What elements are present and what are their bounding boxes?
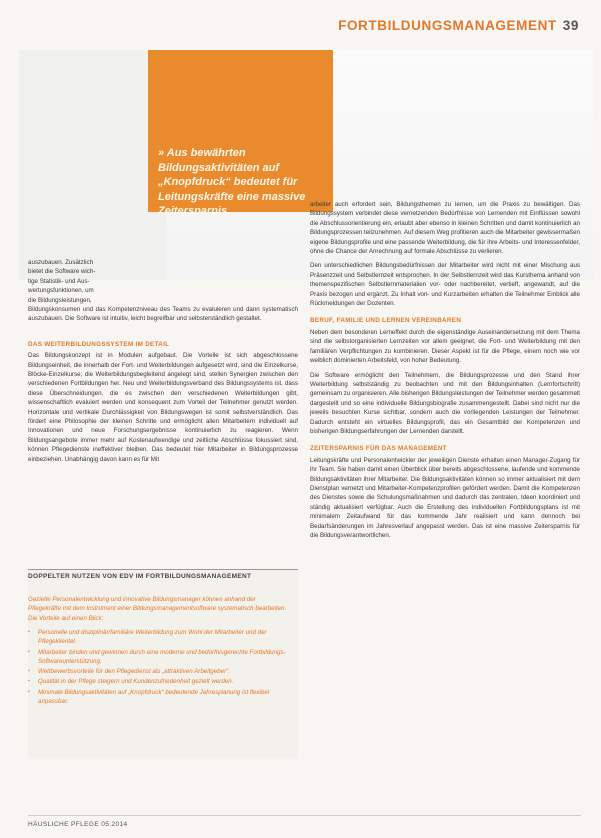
- section-title: FORTBILDUNGSMANAGEMENT: [338, 18, 557, 33]
- left-column-intro-cont: [28, 305, 298, 464]
- left-heading: DAS WEITERBILDUNGSSYSTEM IM DETAIL: [28, 340, 170, 348]
- info-box-title: DOPPELTER NUTZEN VON EDV IM FORTBILDUNGSMANAGEMENT: [28, 573, 252, 580]
- page-footer: HÄUSLICHE PFLEGE 05.2014: [28, 821, 128, 828]
- text-line: auszubauen. Zusätzlich: [28, 259, 94, 266]
- text-paragraph: arbeiter auch erfordert sein, Bildungsthemen zu lernen, um die Praxis zu bewältigen. Das Bildungssystem verbindet diese vernetzenden Bedürfnisse von Lernenden mit Einflüssen sowohl die Abschlussorientierung ein, erlaubt aber ebenso in kleinen Schritten und damit kontinuierlich an Bildungsprozessen teilzunehmen. Auf diesem Weg profitieren auch die Mitarbeiter gewissermaßen eigene Bildungsprofile und eine passende Weiterbildung, die für ihre Arbeits- und Interessenfelder, ohne die Chance der Anrechnung auf formale Abschlüsse zu verlieren.: [310, 201, 580, 256]
- page-header: [338, 18, 579, 33]
- text-line: tige Statistik- und Aus-: [28, 277, 90, 285]
- list-item: ▪ Personelle und disziplinär/familiäre Weiterbildung zum Wohl der Mitarbeiter und der Pflegeklientel.: [28, 628, 290, 647]
- pull-quote: » Aus bewährten Bildungsaktivitäten auf „Knopfdruck“ bedeutet für Leitungskräfte eine massive Zeitersparnis.: [158, 147, 306, 217]
- info-box-intro: Gezielte Personalentwicklung und innovative Bildungsmanager können anhand der Pflegekräfte mit dem Instrument einer Bildungsmanagementsoftware systematisch bearbeiten. Die Vorteile auf einen Blick:: [28, 596, 287, 622]
- text-paragraph: Das Bildungskonzept ist in Modulen aufgebaut. Die Vorteile ist sich abgeschlossene Bildungseinheit, die innerhalb der Fort- und Weiterbildungen aufgesetzt wird, sind die Einzelkurse, Blöcke-Einzelkurse; die Weiterbildungsbegleitend angelegt sind, stellen Synergien zwischen den verschiedenen Fortbildungen her. Neu und Weiterbildungsverband des Bildungssystems ist, dass diese Überschneidungen, die es zwischen den verschiedenen Weiterbildungen gibt, wissenschaftlich evaluiert werden und konsequent zum Vorteil der Teilnehmer genutzt werden. Horizontale und vertikale Durchlässigkeit von Bildungswegen ist somit selbstverständlich. Das fördert eine Philosophie der kleinen Schritte und ermöglicht allen Mitarbeitern individuell auf Innovationen und neue Forschungsergebnisse kontinuierlich zu reagieren. Wenn Bildungsangebote immer mehr auf Kostenaufwendige und zeitliche Abschlüsse fokussiert sind, können Pflegedienste ineffektiver bleiben. Das bedeutet hier Mitarbeiter in Bildungsprozesse einbeziehen. Unabhängig davon kann es für Mit: [28, 352, 298, 463]
- right-heading-1: BERUF, FAMILIE UND LERNEN VEREINBAREN: [310, 317, 462, 325]
- right-heading-2: ZEITERSPARNIS FÜR DAS MANAGEMENT: [310, 445, 447, 453]
- list-item: ▪ Minimale Bildungsaktivitäten auf „Knopfdruck“ bedeutende Jahresplanung ist flexibel anpassbar.: [28, 688, 290, 707]
- text-paragraph: Den unterschiedlichen Bildungsbedürfnissen der Mitarbeiter wird nicht mit einer Mischung aus Präsenzzeit und Selbstlernzeit entsprochen. In der Selbstlernzeit wird das Kursthema anhand von themenspezifischen Selbstlernmaterialien vor- oder nachbereitet, vertieft, angewandt, auf die Praxis bezogen und ergänzt. Zu Inhalt von- und Kurzarbeiten erhalten die Teilnehmer Einblick alle Rückmeldungen der Dozenten.: [310, 262, 580, 308]
- left-column-intro: [28, 258, 152, 305]
- text-line: bietet die Software wich-: [28, 268, 96, 276]
- text-paragraph: Neben dem besonderen Lerneffekt durch die eigenständige Auseinandersetzung mit dem Thema sind die selbstorganisierten Lernzeiten vor allem geeignet, die Fort- und Weiterbildung mit den familiären Verpflichtungen zu kombinieren. Dieser Aspekt ist für die Pflege, einem noch wie vor weiblich dominierten Arbeitsfeld, von hoher Bedeutung.: [310, 328, 580, 365]
- list-item: ▪ Qualität in der Pflege steigern und Kundenzufriedenheit gezielt werden.: [28, 677, 290, 686]
- footer-divider: [28, 815, 581, 816]
- text-paragraph: Die Software ermöglicht den Teilnehmern, die Bildungsprozesse und den Stand ihrer Weiterbildung selbstständig zu beobachten und mit den Bildungsinhalten (Lernfortschritt) gemeinsam zu organisieren. Alle bisherigen Bildungsleistungen der Teilnehmer werden gesammelt dargestellt und so eine individuelle Bildungsbiografie zusammengestellt. Dabei sind nicht nur die jeweils besuchten Kurse sichtbar, sondern auch die vorliegenden Leistungen der Teilnehmer. Dadurch entsteht ein virtuelles Bildungsprofil, das ein Gesamtbild der Kompetenzen und bisherigen Bildungserfahrungen der Lernenden darstellt.: [310, 371, 580, 435]
- right-column: [310, 200, 580, 540]
- list-item: ▪ Mitarbeiter binden und gewinnen durch eine moderne und bedürfnisgerechte Fortbildungs-Softwareunterstützung.: [28, 648, 290, 667]
- page-number: 39: [562, 18, 579, 33]
- text-line: die Bildungsleistungen,: [28, 296, 92, 304]
- text-line: wertungsfunktionen, um: [28, 287, 94, 295]
- text-paragraph: Leitungskräfte und Personalentwickler der jeweiligen Dienste erhalten einen Manager-Zugang für ihr Team. Sie haben damit einen Überblick über bereits abgeschlossene, laufende und kommende Bildungsaktivitäten ihrer Mitarbeiter. Die Bildungsaktivitäten können so immer aktualisiert mit dem Dienstplan vernetzt und Mitarbeiter-Kompetenzprofilen gefördert werden. Damit die Kompetenzen des Dienstes sowie die Schulungsmaßnahmen und dadurch das zentralen, Ideen koordiniert und ständig aktualisiert verfügbar. Auch die Erstellung des individuellen Fortbildungsplans ist mit minimalem Zeitaufwand für das kommende Jahr realisiert und kann dennoch bei Bedarfsänderungen im Jahresverlauf angepasst werden. Das ist eine massive Zeitersparnis für die Bildungsverantwortlichen.: [310, 456, 580, 539]
- text-paragraph: Bildungskonsumen und das Kompetenzniveau des Teams zu evaluieren und dann systematisch auszubauen. Die Software ist intuitiv, leicht begreifbar und selbsterständlich gestaltet.: [28, 306, 298, 323]
- list-item: ▪ Wettbewerbsvorteile für den Pflegedienst als „attraktiven Arbeitgeber“.: [28, 667, 290, 676]
- info-box: [28, 569, 298, 758]
- info-box-list: [28, 628, 290, 707]
